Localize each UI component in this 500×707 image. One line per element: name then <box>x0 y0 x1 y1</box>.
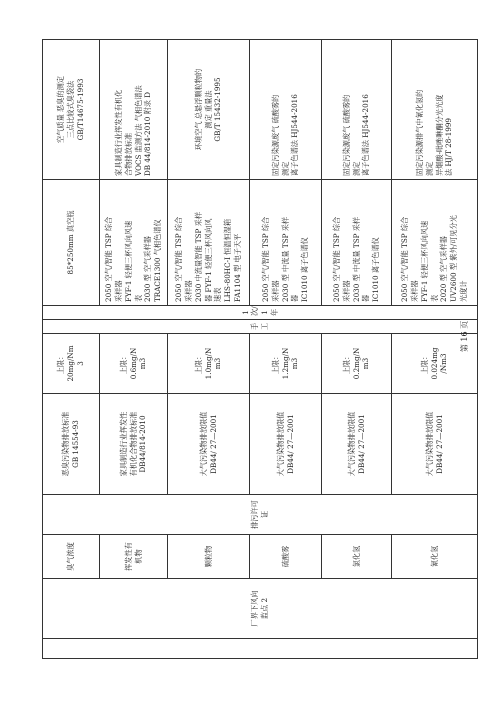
table-row <box>168 40 250 659</box>
permit-cell: 排污许可证 <box>43 495 478 535</box>
standard-cell: 大气污染物排放限值 DB44/ 27—2001 <box>168 394 250 495</box>
pollutant-cell: 氯化氢 <box>322 535 392 579</box>
sampling-cell: 2050 空气/智能 TSP 综合 采样器 2030 中流量智能 TSP 采样 器 FYF-1 轻便三杯风向风 速表 LHS-80HC-I 恒温恒湿箱 FA1104 型 电子天平 <box>168 180 250 306</box>
limit-cell: 上限： 1.2mg/N m3 <box>250 334 322 394</box>
analysis-cell: 空气质量 恶臭的测定 三点比较式臭袋法 GB/T14675-1993 <box>43 40 100 180</box>
limit-cell: 上限： 1.0mg/N m3 <box>168 334 250 394</box>
page-number: 第 16 页 <box>460 320 470 353</box>
location-cell: 厂界下风向 监点 2 <box>43 579 478 639</box>
table-row <box>100 40 168 659</box>
pollutant-cell: 氰化氢 <box>392 535 478 579</box>
analysis-cell: 家具制造行业挥发性有机化 合物排放标准 VOCS 监测方法 气相色谱法 DB 44/814-2010 附录 D <box>100 40 168 180</box>
analysis-cell: 固定污染源废气 硫酸雾的 测定 离子色谱法 HJ544-2016 <box>322 40 392 180</box>
pollutant-cell: 颗粒物 <box>168 535 250 579</box>
sampling-cell: 2050 空气/智能 TSP 综合 采样器 FYF-1 轻便三杯风向风速 表 2030 型 空气采样器 TRACE1300 气相色谱仪 <box>100 180 168 306</box>
method-cell: 手工 <box>43 320 478 334</box>
sampling-cell: 85*250mm 真空瓶 <box>43 180 100 306</box>
analysis-cell: 固定污染源废气 硫酸雾的 测定 离子色谱法 HJ544-2016 <box>250 40 322 180</box>
sampling-cell: 2050 空气/智能 TSP 综合 采样器 FYF-1 轻便三杯风向风速 表 2020 型 空气采样器 UV2600 型 紫外/可见分光 光度计 <box>392 180 478 306</box>
standard-cell: 大气污染物排放限值 DB44/ 27—2001 <box>250 394 322 495</box>
standard-cell: 大气污染物排放限值 DB44/ 27—2001 <box>322 394 392 495</box>
pollutant-cell: 臭气浓度 <box>43 535 100 579</box>
table-row <box>43 40 100 659</box>
limit-cell: 上限： 20mg/Nm 3 <box>43 334 100 394</box>
standard-cell: 大气污染物排放限值 DB44/ 27—2001 <box>392 394 478 495</box>
table-row <box>322 40 392 659</box>
limit-cell: 上限： 0.024mg /Nm3 <box>392 334 478 394</box>
table-row <box>250 40 322 659</box>
blank-lead-cell <box>43 639 478 659</box>
standard-cell: 恶臭污染物排放标准 GB 14554-93 <box>43 394 100 495</box>
monitoring-table <box>42 39 478 659</box>
limit-cell: 上限： 0.2mg/N m3 <box>322 334 392 394</box>
analysis-cell: 固定污染源排气中氰化氢的 测定 异烟酸-吡唑啉酮分光光度 法 HJ/T 28-1999 <box>392 40 478 180</box>
frequency-cell: 1次/1 年 <box>43 306 478 320</box>
limit-cell: 上限： 0.6mg/N m3 <box>100 334 168 394</box>
rotated-table-wrapper <box>42 40 477 659</box>
pollutant-cell: 挥发性有 机物 <box>100 535 168 579</box>
sampling-cell: 2050 空气/智能 TSP 综合 采样器 2030 型 中流量 TSP 采样 器 IC1010 离子色谱仪 <box>250 180 322 306</box>
analysis-cell: 环境空气 总悬浮颗粒物的 测定 重量法 GB/T 15432-1995 <box>168 40 250 180</box>
standard-cell: 家具制造行业挥发性 有机化合物排放标准 DB44/814-2010 <box>100 394 168 495</box>
sampling-cell: 2050 空气/智能 TSP 综合 采样器 2030 型 中流量 TSP 采样 器 IC1010 离子色谱仪 <box>322 180 392 306</box>
pollutant-cell: 硫酸雾 <box>250 535 322 579</box>
